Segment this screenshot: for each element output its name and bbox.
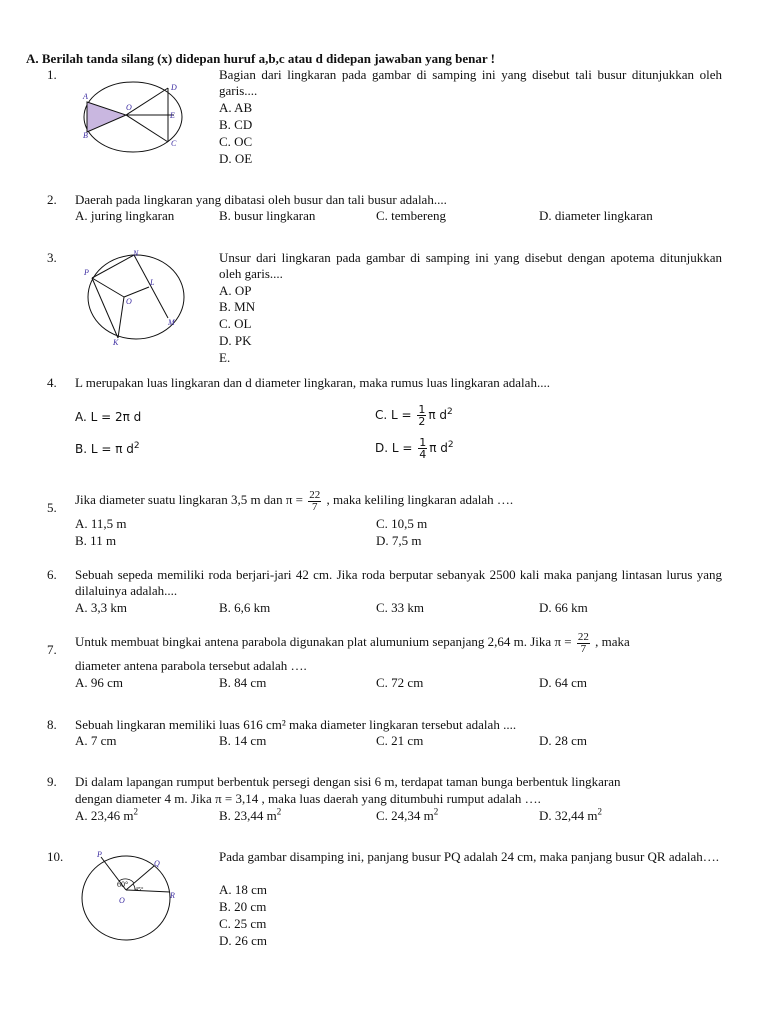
q9-option-b-exp: 2 <box>276 806 282 817</box>
q8-option-b[interactable]: B. 14 cm <box>219 733 267 748</box>
q7-pi-fraction <box>577 632 590 655</box>
q1-option-b[interactable]: B. CD <box>219 117 253 132</box>
q9-option-c[interactable] <box>376 808 438 824</box>
q4-option-a[interactable]: A. L = 2π d <box>75 410 142 424</box>
q3-option-c[interactable]: C. OL <box>219 316 252 331</box>
q2-option-b[interactable]: B. busur lingkaran <box>219 208 316 223</box>
q1-option-a[interactable]: A. AB <box>219 100 253 115</box>
q10-option-a[interactable]: A. 18 cm <box>219 882 268 897</box>
q7-number: 7. <box>47 642 57 657</box>
q4-option-c-suffix: π d <box>428 408 448 422</box>
q6-option-a[interactable]: A. 3,3 km <box>75 600 127 615</box>
q1-option-d[interactable]: D. OE <box>219 151 253 166</box>
q1-label-d: D <box>171 83 177 92</box>
q10-label-45: 45° <box>135 887 144 893</box>
q5-number: 5. <box>47 500 57 515</box>
q4-option-d[interactable] <box>375 429 454 467</box>
q4-option-d-suffix: π d <box>429 441 448 455</box>
q10-label-o: O <box>119 896 125 905</box>
q10-label-r: R <box>170 891 175 900</box>
q4-text: L merupakan luas lingkaran dan d diameter lingkaran, maka rumus luas lingkaran adalah.... <box>75 375 550 390</box>
q5-pi-fraction <box>308 490 321 513</box>
q8-option-d[interactable]: D. 28 cm <box>539 733 588 748</box>
q10-option-d[interactable]: D. 26 cm <box>219 933 268 948</box>
q7-text <box>75 624 630 660</box>
q2-option-d[interactable]: D. diameter lingkaran <box>539 208 653 223</box>
q9-option-a-exp: 2 <box>133 806 138 817</box>
q5-option-d[interactable]: D. 7,5 m <box>376 533 422 548</box>
q5-pi-den: 7 <box>311 500 318 513</box>
q5-pi-num: 22 <box>309 488 321 501</box>
q9-number: 9. <box>47 774 57 789</box>
q3-label-m: M <box>168 318 175 327</box>
q9-option-d[interactable] <box>539 808 602 824</box>
q3-option-d[interactable]: D. PK <box>219 333 252 348</box>
q8-option-c[interactable]: C. 21 cm <box>376 733 424 748</box>
q3-label-n: N <box>133 250 139 258</box>
q9-option-b[interactable] <box>219 808 281 824</box>
q4-option-d-den: 4 <box>419 448 427 461</box>
q8-number: 8. <box>47 717 57 732</box>
q7-option-b[interactable]: B. 84 cm <box>219 675 267 690</box>
q3-option-e[interactable]: E. <box>219 350 231 365</box>
q9-text-line2: dengan diameter 4 m. Jika π = 3,14 , maka luas daerah yang ditumbuhi rumput adalah …. <box>75 791 541 806</box>
q3-option-a[interactable]: A. OP <box>219 283 252 298</box>
q6-text: Sebuah sepeda memiliki roda berjari-jari 42 cm. Jika roda berputar sebanyak 2500 kali maka panjang lintasan lurus yang dilaluinya adalah.... <box>75 567 722 598</box>
q10-option-c[interactable]: C. 25 cm <box>219 916 267 931</box>
q10-label-p: P <box>97 850 102 859</box>
q7-text-after: , maka <box>595 634 630 649</box>
q1-number: 1. <box>47 67 57 82</box>
q5-text-after: , maka keliling lingkaran adalah …. <box>326 492 514 507</box>
q2-option-c[interactable]: C. tembereng <box>376 208 447 223</box>
q1-label-b: B <box>83 131 88 140</box>
q3-label-p: P <box>84 268 89 277</box>
q8-text: Sebuah lingkaran memiliki luas 616 cm² maka diameter lingkaran tersebut adalah .... <box>75 717 517 732</box>
q9-text-line1: Di dalam lapangan rumput berbentuk persegi dengan sisi 6 m, terdapat taman bunga berbentuk lingkaran <box>75 774 621 789</box>
q4-option-c-fraction <box>417 404 426 427</box>
q5-text <box>75 482 513 518</box>
q5-text-before: Jika diameter suatu lingkaran 3,5 m dan π = <box>75 492 303 507</box>
q4-option-c-prefix: C. L = <box>375 408 412 422</box>
q7-option-d[interactable]: D. 64 cm <box>539 675 588 690</box>
q1-label-e: E <box>170 111 175 120</box>
q1-option-c[interactable]: C. OC <box>219 134 253 149</box>
q7-text-before: Untuk membuat bingkai antena parabola digunakan plat alumunium sepanjang 2,64 m. Jika π = <box>75 634 572 649</box>
q6-option-c[interactable]: C. 33 km <box>376 600 425 615</box>
q7-text-line2: diameter antena parabola tersebut adalah …. <box>75 658 307 673</box>
q4-option-b[interactable] <box>75 441 140 457</box>
q4-option-d-num: 1 <box>419 436 427 449</box>
q7-pi-den: 7 <box>580 642 587 655</box>
q3-option-b[interactable]: B. MN <box>219 299 256 314</box>
q10-text: Pada gambar disamping ini, panjang busur PQ adalah 24 cm, maka panjang busur QR adalah…. <box>219 849 720 864</box>
q9-option-d-exp: 2 <box>597 806 602 817</box>
q7-pi-num: 22 <box>577 630 589 643</box>
q10-number: 10. <box>47 849 64 864</box>
q3-label-l: L <box>150 278 155 287</box>
q5-option-c[interactable]: C. 10,5 m <box>376 516 428 531</box>
q9-option-c-exp: 2 <box>433 806 439 817</box>
q7-option-a[interactable]: A. 96 cm <box>75 675 124 690</box>
q10-figure <box>76 848 192 948</box>
q9-option-a[interactable] <box>75 808 138 824</box>
q7-option-c[interactable]: C. 72 cm <box>376 675 424 690</box>
q2-option-a[interactable]: A. juring lingkaran <box>75 208 175 223</box>
q8-option-a[interactable]: A. 7 cm <box>75 733 117 748</box>
q9-option-d-text: D. 32,44 m <box>539 808 598 823</box>
q3-figure <box>78 250 188 346</box>
q4-option-c-exp: 2 <box>447 407 453 417</box>
q3-label-o: O <box>126 297 132 306</box>
q5-option-b[interactable]: B. 11 m <box>75 533 117 548</box>
q2-number: 2. <box>47 192 57 207</box>
q1-figure <box>80 80 192 158</box>
q9-option-a-text: A. 23,46 m <box>75 808 134 823</box>
q4-option-d-prefix: D. L = <box>375 441 413 455</box>
q9-option-b-text: B. 23,44 m <box>219 808 277 823</box>
q10-label-q: Q <box>154 859 160 868</box>
q1-label-o: O <box>126 103 132 112</box>
q1-text: Bagian dari lingkaran pada gambar di samping ini yang disebut tali busur ditunjukkan oleh garis.... <box>219 67 722 98</box>
q3-label-k: K <box>113 338 119 346</box>
q6-option-d[interactable]: D. 66 km <box>539 600 588 615</box>
q3-text: Unsur dari lingkaran pada gambar di samping ini yang disebut dengan apotema ditunjukkan oleh garis.... <box>219 250 722 281</box>
q10-option-b[interactable]: B. 20 cm <box>219 899 267 914</box>
section-title: A. Berilah tanda silang (x) didepan huruf a,b,c atau d didepan jawaban yang benar ! <box>26 51 495 66</box>
q4-option-c-den: 2 <box>418 415 426 428</box>
q4-option-d-exp: 2 <box>447 440 454 450</box>
q1-label-a: A <box>83 92 88 101</box>
q4-number: 4. <box>47 375 57 390</box>
q4-option-d-fraction <box>418 437 427 460</box>
q4-option-c-num: 1 <box>418 403 426 416</box>
q9-option-c-text: C. 24,34 m <box>376 808 434 823</box>
q4-option-b-exp: 2 <box>133 441 140 451</box>
q5-option-a[interactable]: A. 11,5 m <box>75 516 127 531</box>
q6-option-b[interactable]: B. 6,6 km <box>219 600 271 615</box>
q3-number: 3. <box>47 250 57 265</box>
q10-label-60: 60° <box>117 880 129 889</box>
q2-text: Daerah pada lingkaran yang dibatasi oleh busur dan tali busur adalah.... <box>75 192 447 207</box>
q4-option-b-base: B. L = π d <box>75 442 134 456</box>
q1-label-c: C <box>171 139 177 148</box>
q6-number: 6. <box>47 567 57 582</box>
